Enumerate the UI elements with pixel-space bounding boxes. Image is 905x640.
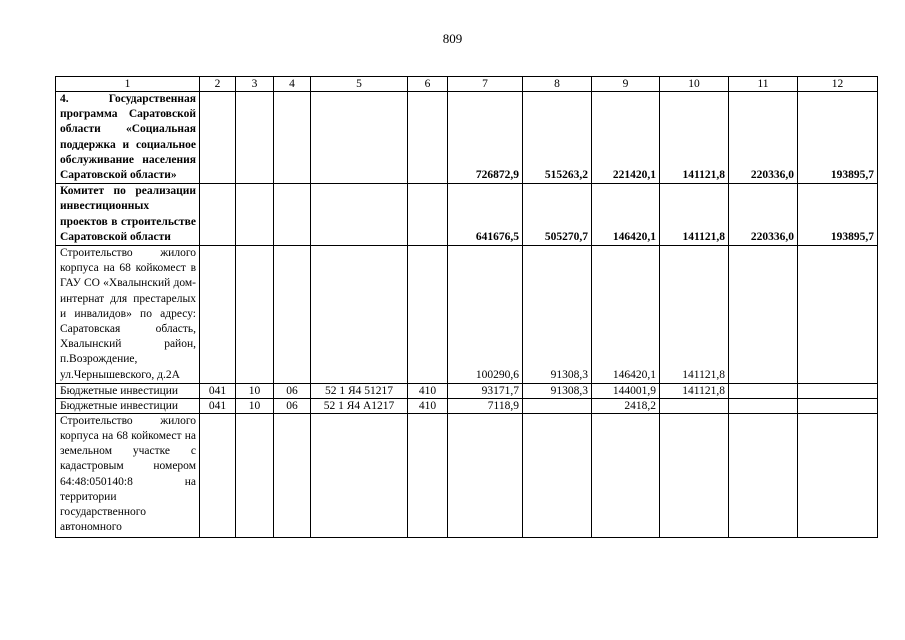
column-header: 11 — [729, 77, 798, 92]
cell-col-12: 193895,7 — [798, 92, 878, 184]
budget-table — [55, 76, 878, 538]
cell-section — [236, 92, 274, 184]
cell-col-11 — [729, 383, 798, 398]
cell-col-7: 93171,7 — [448, 383, 523, 398]
cell-col-11: 220336,0 — [729, 92, 798, 184]
cell-admin-code — [200, 92, 236, 184]
cell-col-12 — [798, 246, 878, 384]
cell-section — [236, 184, 274, 246]
cell-subsection: 06 — [274, 383, 311, 398]
page-number: 809 — [442, 31, 463, 46]
cell-expense-type — [408, 92, 448, 184]
column-header: 2 — [200, 77, 236, 92]
cell-col-11 — [729, 398, 798, 413]
cell-target-article: 52 1 Я4 51217 — [311, 383, 408, 398]
cell-admin-code: 041 — [200, 383, 236, 398]
cell-expense-type — [408, 246, 448, 384]
cell-expense-type — [408, 184, 448, 246]
table-row-investment — [56, 398, 878, 413]
column-header: 9 — [592, 77, 660, 92]
cell-col-7: 100290,6 — [448, 246, 523, 384]
cell-expense-type — [408, 413, 448, 538]
cell-col-12 — [798, 413, 878, 538]
cell-admin-code — [200, 413, 236, 538]
row-name: Строительство жилого корпуса на 68 койкомест на земельном участке с кадастровым номером 64:48:050140:8 на территории государственного автономного — [56, 413, 200, 538]
row-name: Бюджетные инвестиции — [56, 383, 200, 398]
cell-target-article: 52 1 Я4 А1217 — [311, 398, 408, 413]
cell-col-10 — [660, 413, 729, 538]
cell-expense-type: 410 — [408, 398, 448, 413]
cell-col-10: 141121,8 — [660, 383, 729, 398]
cell-subsection — [274, 413, 311, 538]
cell-col-12 — [798, 398, 878, 413]
cell-col-8 — [523, 398, 592, 413]
column-header: 1 — [56, 77, 200, 92]
cell-col-10 — [660, 398, 729, 413]
cell-subsection: 06 — [274, 398, 311, 413]
cell-col-8: 505270,7 — [523, 184, 592, 246]
table-row-committee — [56, 184, 878, 246]
cell-admin-code — [200, 184, 236, 246]
cell-subsection — [274, 246, 311, 384]
cell-col-11 — [729, 413, 798, 538]
cell-col-7: 7118,9 — [448, 398, 523, 413]
cell-col-10: 141121,8 — [660, 184, 729, 246]
cell-col-9 — [592, 413, 660, 538]
cell-section: 10 — [236, 383, 274, 398]
cell-col-9: 146420,1 — [592, 184, 660, 246]
cell-col-7: 726872,9 — [448, 92, 523, 184]
cell-col-9: 221420,1 — [592, 92, 660, 184]
cell-col-12: 193895,7 — [798, 184, 878, 246]
cell-col-8: 91308,3 — [523, 383, 592, 398]
cell-col-11: 220336,0 — [729, 184, 798, 246]
cell-target-article — [311, 92, 408, 184]
table-row-investment — [56, 383, 878, 398]
cell-col-9: 146420,1 — [592, 246, 660, 384]
column-header: 12 — [798, 77, 878, 92]
cell-col-8: 515263,2 — [523, 92, 592, 184]
table-row-program — [56, 92, 878, 184]
cell-col-7 — [448, 413, 523, 538]
row-name: Строительство жилого корпуса на 68 койкомест в ГАУ СО «Хвалынский дом-интернат для престарелых и инвалидов» по адресу: Саратовская область, Хвалынский район, п.Возрождение, ул.Чернышевского, д.2А — [56, 246, 200, 384]
cell-col-9: 2418,2 — [592, 398, 660, 413]
row-name: Комитет по реализации инвестиционных проектов в строительстве Саратовской области — [56, 184, 200, 246]
cell-admin-code — [200, 246, 236, 384]
cell-section — [236, 246, 274, 384]
cell-subsection — [274, 92, 311, 184]
cell-col-8: 91308,3 — [523, 246, 592, 384]
cell-col-7: 641676,5 — [448, 184, 523, 246]
column-header: 5 — [311, 77, 408, 92]
cell-admin-code: 041 — [200, 398, 236, 413]
column-header: 10 — [660, 77, 729, 92]
cell-subsection — [274, 184, 311, 246]
cell-section — [236, 413, 274, 538]
row-name: Бюджетные инвестиции — [56, 398, 200, 413]
cell-target-article — [311, 184, 408, 246]
column-number-row — [56, 77, 878, 92]
row-name: 4. Государственная программа Саратовской области «Социальная поддержка и социальное обслуживание населения Саратовской области» — [56, 92, 200, 184]
cell-col-11 — [729, 246, 798, 384]
column-header: 8 — [523, 77, 592, 92]
column-header: 6 — [408, 77, 448, 92]
cell-col-9: 144001,9 — [592, 383, 660, 398]
table-row-project — [56, 413, 878, 538]
cell-col-8 — [523, 413, 592, 538]
column-header: 4 — [274, 77, 311, 92]
cell-col-10: 141121,8 — [660, 246, 729, 384]
cell-col-10: 141121,8 — [660, 92, 729, 184]
cell-section: 10 — [236, 398, 274, 413]
cell-target-article — [311, 246, 408, 384]
cell-target-article — [311, 413, 408, 538]
cell-expense-type: 410 — [408, 383, 448, 398]
cell-col-12 — [798, 383, 878, 398]
column-header: 7 — [448, 77, 523, 92]
table-row-project — [56, 246, 878, 384]
column-header: 3 — [236, 77, 274, 92]
